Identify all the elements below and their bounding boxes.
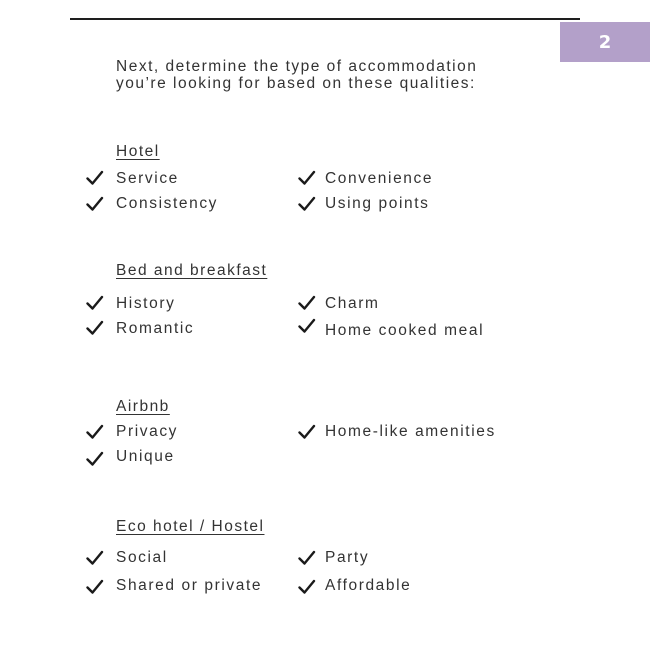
list-item bbox=[298, 293, 316, 313]
item-label-home-like-amenities: Home-like amenities bbox=[325, 423, 496, 440]
section-title-hotel: Hotel bbox=[116, 143, 160, 160]
section-title-eco-hotel-hostel: Eco hotel / Hostel bbox=[116, 518, 265, 535]
list-item bbox=[86, 422, 104, 442]
check-icon bbox=[298, 196, 316, 212]
check-icon bbox=[86, 424, 104, 440]
intro-line-2: you’re looking for based on these qualities: bbox=[116, 75, 476, 92]
list-item bbox=[86, 318, 104, 338]
list-item bbox=[298, 548, 316, 568]
item-label-privacy: Privacy bbox=[116, 423, 179, 440]
check-icon bbox=[86, 579, 104, 595]
page-number: 2 bbox=[598, 31, 612, 53]
item-label-party: Party bbox=[325, 549, 370, 566]
check-icon bbox=[86, 295, 104, 311]
page-number-badge bbox=[560, 22, 650, 62]
check-icon bbox=[298, 550, 316, 566]
section-title-bed-and-breakfast: Bed and breakfast bbox=[116, 262, 268, 279]
item-label-affordable: Affordable bbox=[325, 577, 412, 594]
check-icon bbox=[298, 579, 316, 595]
intro-text bbox=[116, 58, 477, 92]
list-item bbox=[298, 422, 316, 442]
item-label-social: Social bbox=[116, 549, 168, 566]
list-item bbox=[86, 194, 104, 214]
item-label-service: Service bbox=[116, 170, 179, 187]
check-icon bbox=[86, 550, 104, 566]
check-icon bbox=[298, 424, 316, 440]
check-icon bbox=[86, 451, 104, 467]
list-item bbox=[298, 577, 316, 597]
item-label-using-points: Using points bbox=[325, 195, 430, 212]
check-icon bbox=[298, 318, 316, 334]
item-label-home-cooked-meal: Home cooked meal bbox=[325, 322, 485, 339]
item-label-consistency: Consistency bbox=[116, 195, 219, 212]
list-item bbox=[86, 577, 104, 597]
check-icon bbox=[86, 170, 104, 186]
item-label-unique: Unique bbox=[116, 448, 175, 465]
list-item bbox=[298, 168, 316, 188]
item-label-charm: Charm bbox=[325, 295, 380, 312]
list-item bbox=[298, 194, 316, 214]
list-item bbox=[86, 449, 104, 469]
section-title-airbnb: Airbnb bbox=[116, 398, 170, 415]
list-item bbox=[86, 168, 104, 188]
check-icon bbox=[86, 320, 104, 336]
item-label-history: History bbox=[116, 295, 176, 312]
item-label-romantic: Romantic bbox=[116, 320, 195, 337]
list-item bbox=[86, 548, 104, 568]
check-icon bbox=[298, 295, 316, 311]
top-rule bbox=[70, 18, 580, 20]
check-icon bbox=[298, 170, 316, 186]
check-icon bbox=[86, 196, 104, 212]
intro-line-1: Next, determine the type of accommodation bbox=[116, 58, 478, 75]
item-label-shared-or-private: Shared or private bbox=[116, 577, 263, 594]
list-item bbox=[86, 293, 104, 313]
item-label-convenience: Convenience bbox=[325, 170, 434, 187]
list-item bbox=[298, 316, 316, 336]
